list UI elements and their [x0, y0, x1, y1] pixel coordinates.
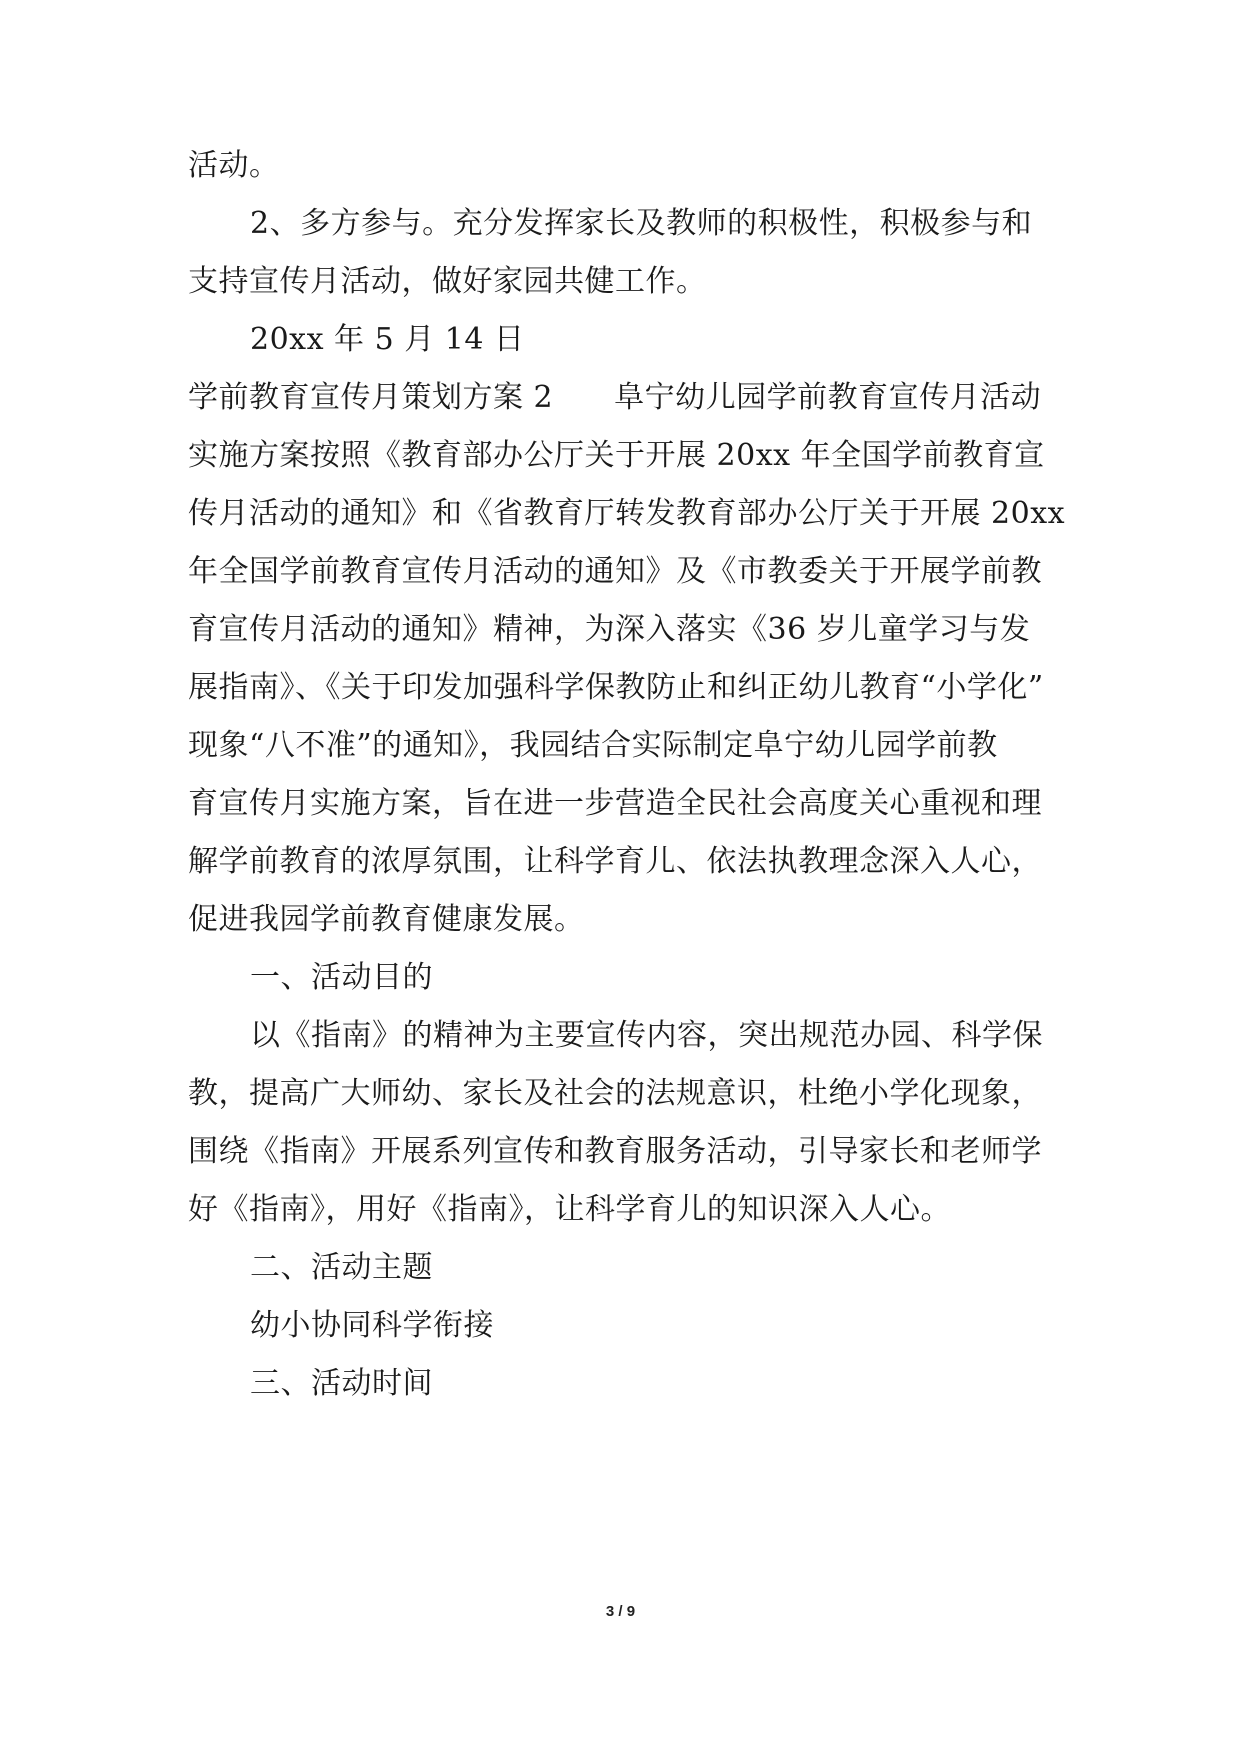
heading-theme: 二、活动主题 — [250, 1250, 433, 1285]
heading-purpose: 一、活动目的 — [250, 960, 433, 995]
text-line: 教，提高广大师幼、家长及社会的法规意识，杜绝小学化现象， — [188, 1076, 1042, 1111]
text-line: 育宣传月实施方案，旨在进一步营造全民社会高度关心重视和理 — [188, 786, 1042, 821]
date-line: 20xx 年 5 月 14 日 — [250, 322, 525, 357]
text-line: 传月活动的通知》和《省教育厅转发教育部办公厅关于开展 20xx — [188, 496, 1066, 531]
text-line: 实施方案按照《教育部办公厅关于开展 20xx 年全国学前教育宣 — [188, 438, 1045, 473]
text-line: 2、多方参与。充分发挥家长及教师的积极性，积极参与和 — [250, 206, 1033, 241]
text-line: 以《指南》的精神为主要宣传内容，突出规范办园、科学保 — [250, 1018, 1043, 1053]
text-line: 解学前教育的浓厚氛围，让科学育儿、依法执教理念深入人心， — [188, 844, 1042, 879]
text-line: 好《指南》，用好《指南》，让科学育儿的知识深入人心。 — [188, 1192, 951, 1227]
text-line: 促进我园学前教育健康发展。 — [188, 902, 585, 937]
theme-text: 幼小协同科学衔接 — [250, 1308, 494, 1343]
section-title-line: 学前教育宣传月策划方案 2 阜宁幼儿园学前教育宣传月活动 — [188, 380, 1042, 415]
text-line: 展指南》、《关于印发加强科学保教防止和纠正幼儿教育“小学化” — [188, 670, 1044, 705]
text-line: 现象“八不准”的通知》，我园结合实际制定阜宁幼儿园学前教 — [188, 728, 998, 763]
page-number: 3 / 9 — [605, 1603, 636, 1620]
text-line: 育宣传月活动的通知》精神，为深入落实《36 岁儿童学习与发 — [188, 612, 1031, 647]
heading-time: 三、活动时间 — [250, 1366, 433, 1401]
text-line: 活动。 — [188, 148, 280, 183]
text-line: 支持宣传月活动，做好家园共健工作。 — [188, 264, 707, 299]
text-line: 年全国学前教育宣传月活动的通知》及《市教委关于开展学前教 — [188, 554, 1042, 589]
text-line: 围绕《指南》开展系列宣传和教育服务活动，引导家长和老师学 — [188, 1134, 1042, 1169]
